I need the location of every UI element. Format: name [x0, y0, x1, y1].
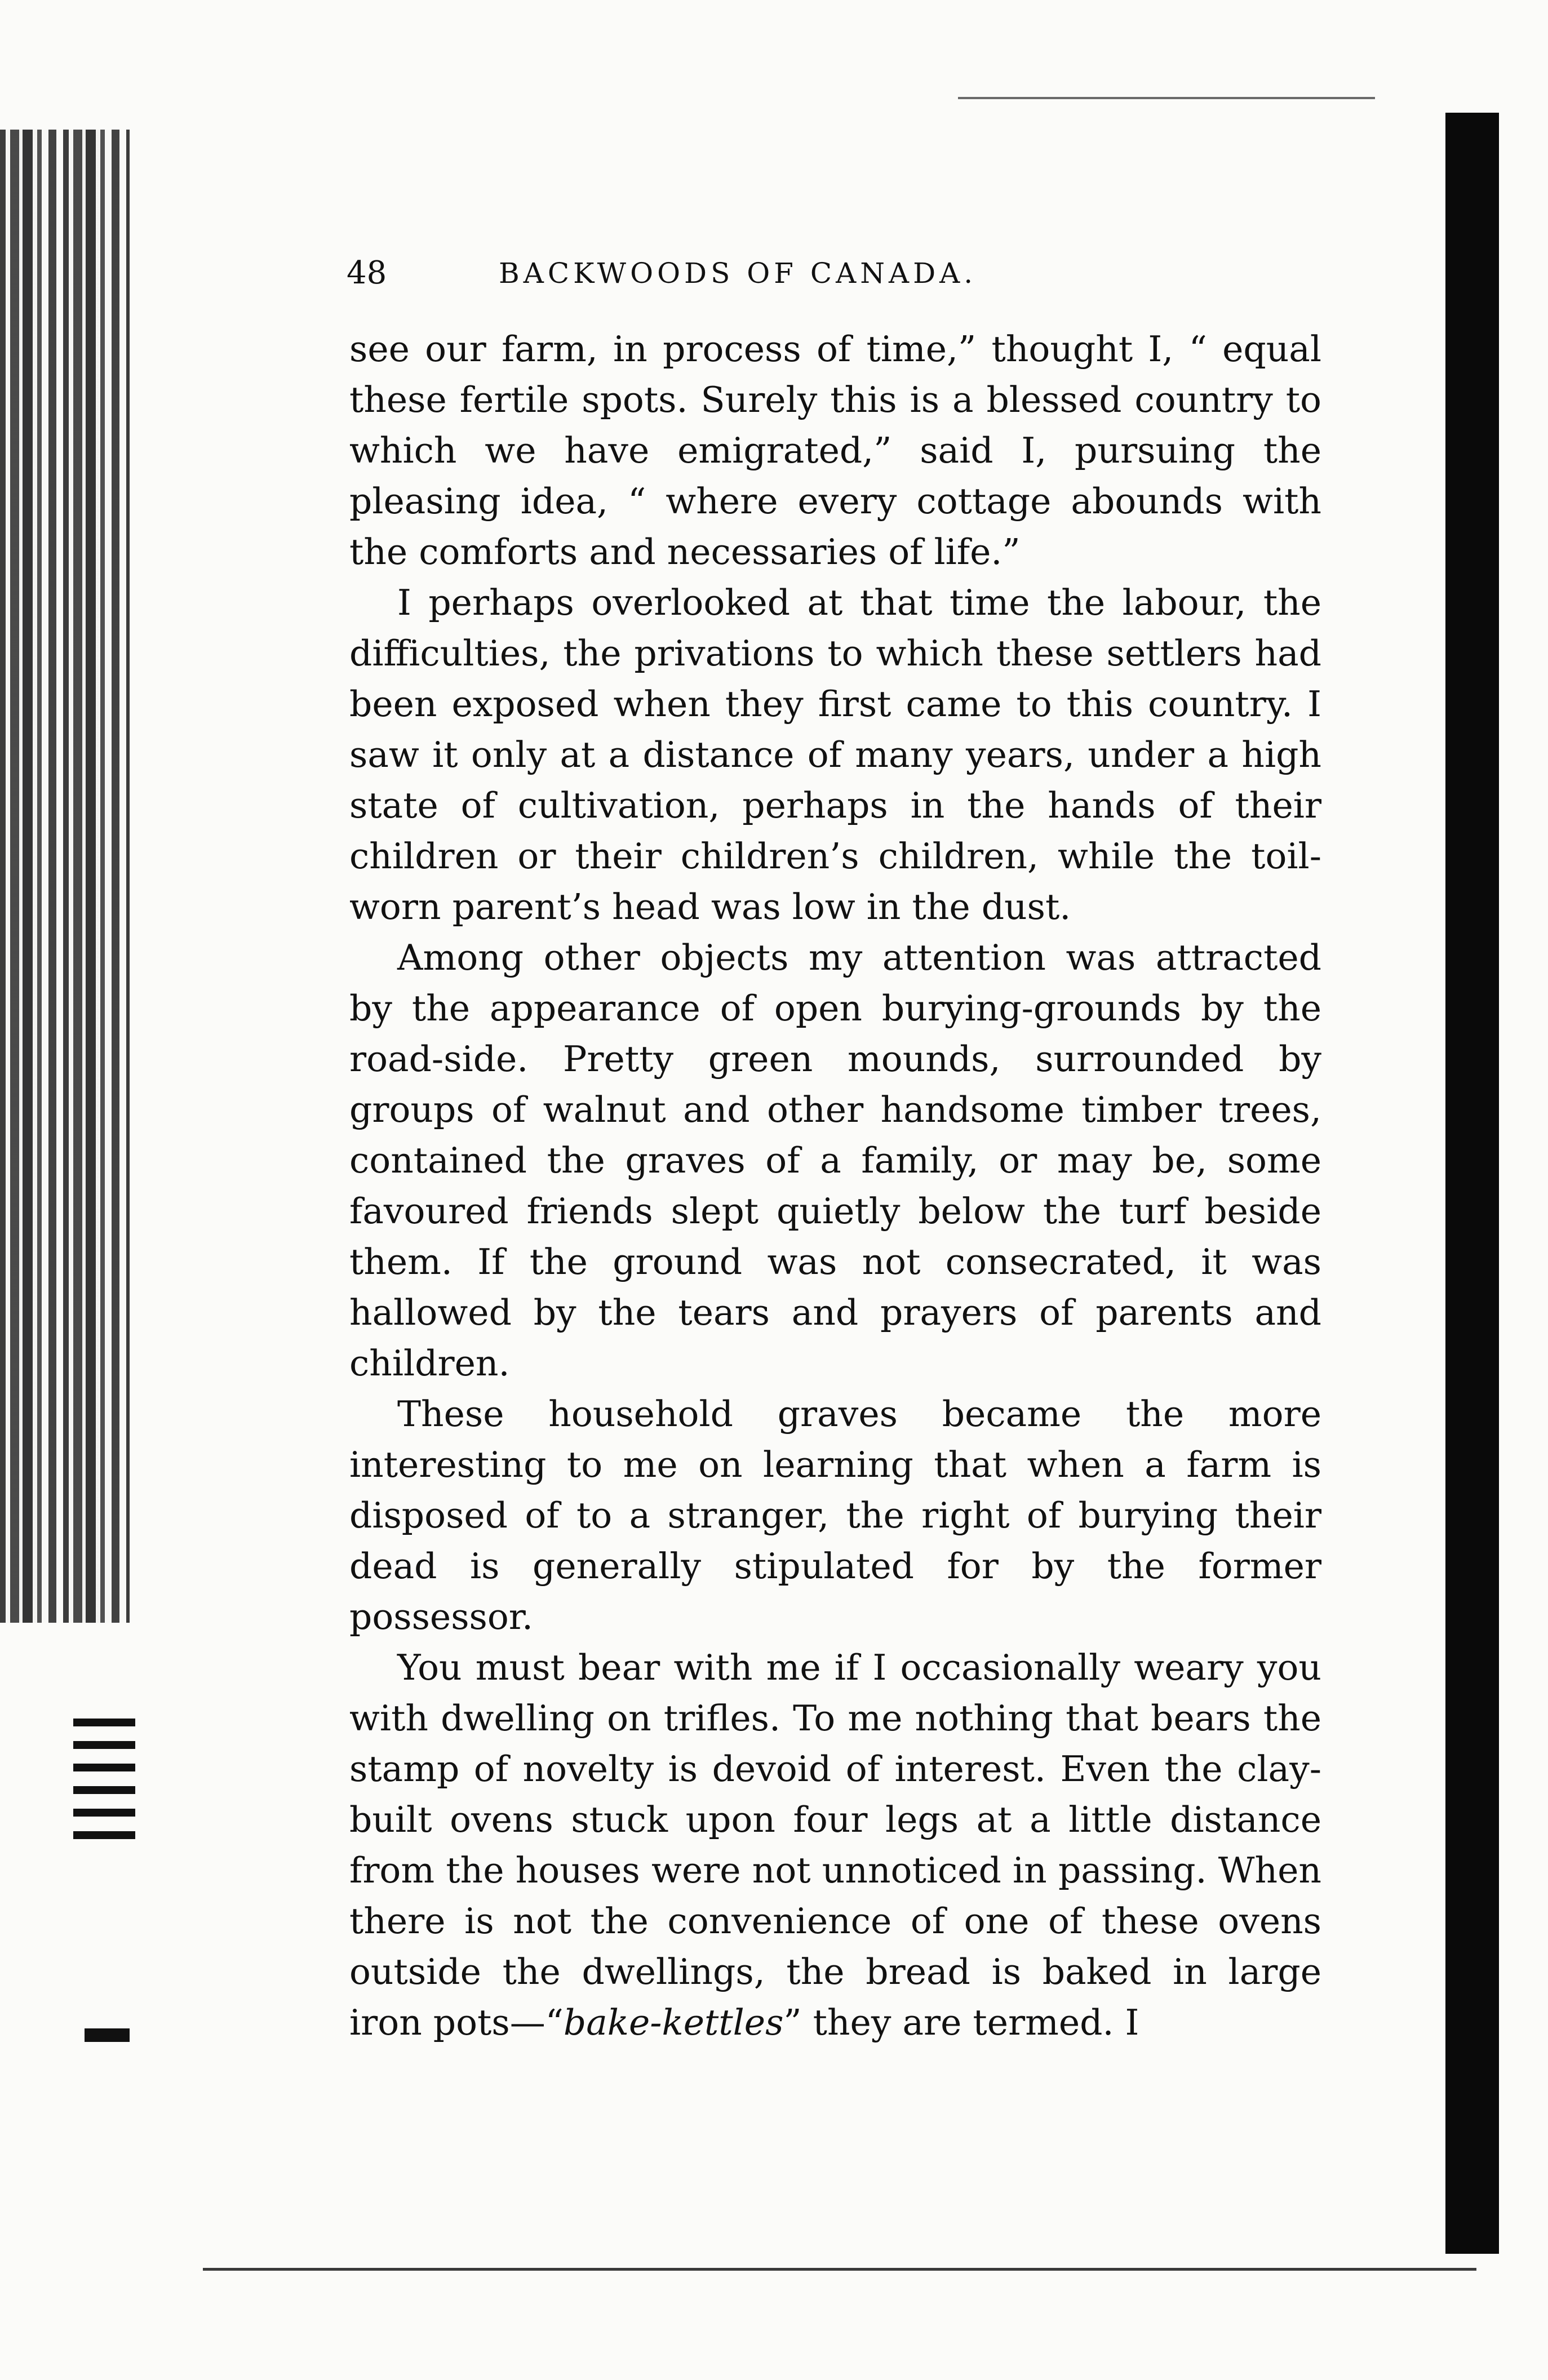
- binding-edge-mark: [85, 2028, 130, 2042]
- italic-term: bake-kettles: [563, 2002, 784, 2043]
- paragraph-text: You must bear with me if I occasionally weary you with dwelling on trifles. To me nothing that bears the stamp of novelty is devoid of interest. Even the clay-built ovens stuck upon four legs at a little distance from the houses were not unnoticed in passing. When there is not the convenience of one of these ovens outside the dwellings, the bread is baked in large iron pots—“: [349, 1647, 1321, 2043]
- binding-edge-right: [1445, 113, 1499, 2254]
- paragraph-continued: see our farm, in process of time,” thought I, “ equal these fertile spots. Surely this is a blessed country to which we have emigrated,” said I, pursuing the pleasing idea, “ where every cottage abounds with the comforts and necessaries of life.”: [349, 328, 1321, 572]
- running-head: BACKWOODS OF CANADA.: [499, 257, 977, 290]
- scan-edge-bottom: [203, 2268, 1476, 2271]
- binding-edge-marks: [73, 1719, 135, 1848]
- body-text: [349, 324, 1321, 2048]
- paragraph: These household graves became the more interesting to me on learning that when a farm is disposed of to a stranger, the right of burying their dead is generally stipulated for by the former possessor.: [349, 1393, 1321, 1637]
- page-header: [347, 248, 1338, 299]
- binding-edge-left: [0, 130, 130, 1623]
- page-number: 48: [347, 255, 387, 291]
- paragraph: [349, 1642, 1321, 2048]
- paragraph: Among other objects my attention was attracted by the appearance of open burying-grounds by the road-side. Pretty green mounds, surrounded by groups of walnut and other handsome timber trees, contained the graves of a family, or may be, some favoured friends slept quietly below the turf beside them. If the ground was not consecrated, it was hallowed by the tears and prayers of parents and children.: [349, 937, 1321, 1384]
- scan-edge-top: [958, 97, 1375, 99]
- paragraph: I perhaps overlooked at that time the labour, the difficulties, the privations to which these settlers had been exposed when they first came to this country. I saw it only at a distance of many years, under a high state of cultivation, perhaps in the hands of their children or their children’s children, while the toil-worn parent’s head was low in the dust.: [349, 582, 1321, 927]
- paragraph-text-end: ” they are termed. I: [783, 2002, 1139, 2043]
